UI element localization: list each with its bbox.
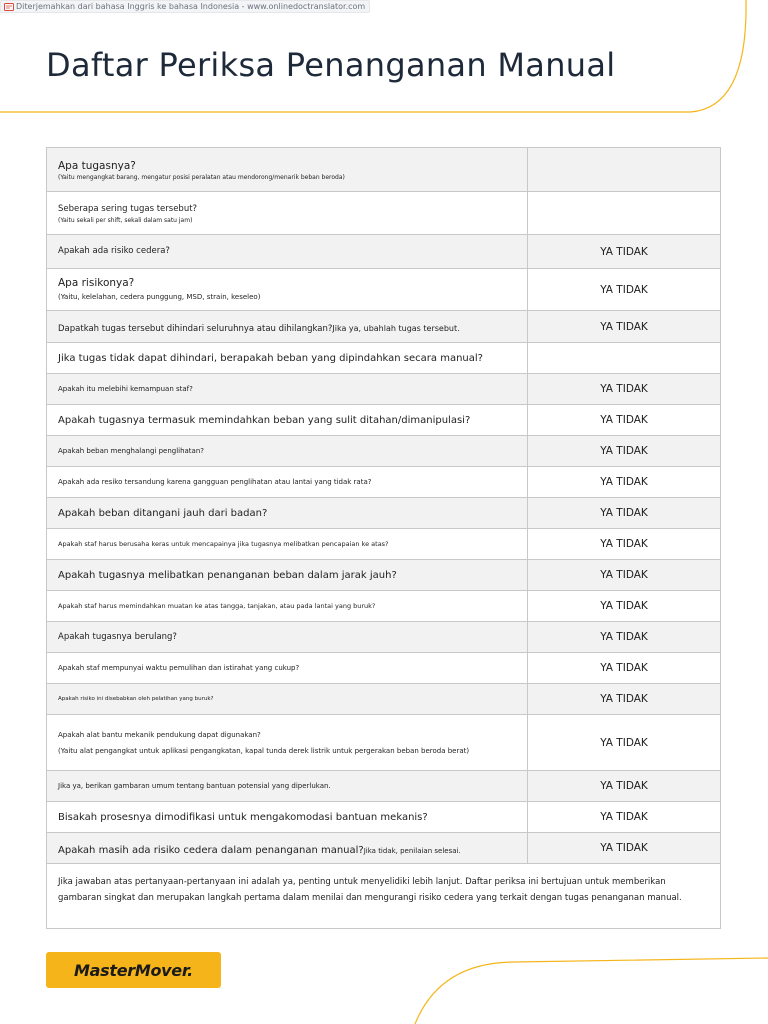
answer-cell[interactable]: YA TIDAK	[528, 653, 721, 684]
question-cell	[47, 311, 528, 343]
question-cell	[47, 436, 528, 467]
question-note: (Yaitu mengangkat barang, mengatur posisi peralatan atau mendorong/menarik beban beroda)	[58, 173, 345, 181]
question-cell	[47, 405, 528, 436]
answer-cell[interactable]: YA TIDAK	[528, 311, 721, 343]
table-row	[47, 591, 721, 622]
question-text: Apakah staf harus berusaha keras untuk mencapainya jika tugasnya melibatkan pencapaian ke atas?	[58, 540, 389, 548]
answer-cell[interactable]: YA TIDAK	[528, 235, 721, 269]
table-row	[47, 374, 721, 405]
table-row	[47, 343, 721, 374]
question-cell	[47, 343, 528, 374]
footer-row	[47, 864, 721, 929]
answer-cell[interactable]: YA TIDAK	[528, 622, 721, 653]
table-row	[47, 653, 721, 684]
table-row	[47, 802, 721, 833]
question-cell	[47, 684, 528, 715]
answer-cell[interactable]: YA TIDAK	[528, 405, 721, 436]
question-text: Jika tugas tidak dapat dihindari, berapakah beban yang dipindahkan secara manual?	[58, 352, 483, 364]
question-cell	[47, 235, 528, 269]
answer-cell[interactable]: YA TIDAK	[528, 802, 721, 833]
question-text: Apakah masih ada risiko cedera dalam penanganan manual?	[58, 845, 364, 856]
answer-cell[interactable]: YA TIDAK	[528, 684, 721, 715]
table-row	[47, 771, 721, 802]
answer-cell[interactable]: YA TIDAK	[528, 771, 721, 802]
table-row	[47, 467, 721, 498]
question-cell	[47, 802, 528, 833]
question-cell	[47, 148, 528, 192]
question-text: Apakah ada risiko cedera?	[58, 246, 170, 256]
question-cell	[47, 591, 528, 622]
question-cell	[47, 529, 528, 560]
table-row	[47, 684, 721, 715]
question-text: Apakah tugasnya melibatkan penanganan beban dalam jarak jauh?	[58, 569, 397, 581]
answer-cell[interactable]: YA TIDAK	[528, 591, 721, 622]
question-text: Apakah beban menghalangi penglihatan?	[58, 447, 204, 455]
footer-note: Jika jawaban atas pertanyaan-pertanyaan ini adalah ya, penting untuk menyelidiki lebih lanjut. Daftar periksa ini bertujuan untuk memberikan gambaran singkat dan merupakan langkah pertama dalam menilai dan mengurangi risiko cedera yang terkait dengan tugas penanganan manual.	[47, 864, 721, 929]
page-title: Daftar Periksa Penanganan Manual	[46, 46, 616, 84]
answer-cell[interactable]: YA TIDAK	[528, 467, 721, 498]
answer-cell[interactable]: YA TIDAK	[528, 833, 721, 864]
question-note: (Yaitu sekali per shift, sekali dalam satu jam)	[58, 217, 193, 224]
table-row	[47, 192, 721, 235]
question-cell	[47, 374, 528, 405]
answer-cell[interactable]: YA TIDAK	[528, 498, 721, 529]
question-cell	[47, 622, 528, 653]
table-row	[47, 148, 721, 192]
question-cell	[47, 771, 528, 802]
table-row	[47, 833, 721, 864]
table-row	[47, 560, 721, 591]
question-text: Apakah staf harus memindahkan muatan ke atas tangga, tanjakan, atau pada lantai yang buruk?	[58, 602, 376, 610]
question-text: Dapatkah tugas tersebut dihindari seluruhnya atau dihilangkan?	[58, 324, 333, 334]
checklist-table	[46, 147, 721, 929]
question-cell	[47, 560, 528, 591]
table-row	[47, 436, 721, 467]
answer-cell[interactable]: YA TIDAK	[528, 269, 721, 311]
logo-text: MasterMover.	[74, 960, 193, 980]
question-text: Jika ya, berikan gambaran umum tentang bantuan potensial yang diperlukan.	[58, 782, 331, 790]
table-row	[47, 529, 721, 560]
table-row	[47, 715, 721, 771]
answer-cell[interactable]: YA TIDAK	[528, 715, 721, 771]
question-text: Apakah staf mempunyai waktu pemulihan dan istirahat yang cukup?	[58, 664, 300, 672]
question-text: Apakah beban ditangani jauh dari badan?	[58, 507, 268, 519]
mastermover-logo	[46, 952, 221, 988]
translate-document-icon	[4, 3, 14, 11]
table-row	[47, 311, 721, 343]
question-text: Apakah risiko ini disebabkan oleh pelatihan yang buruk?	[58, 696, 214, 702]
question-note: (Yaitu alat pengangkat untuk aplikasi pengangkatan, kapal tunda derek listrik untuk pergerakan beban beroda berat)	[58, 746, 470, 755]
table-row	[47, 269, 721, 311]
table-row	[47, 498, 721, 529]
question-cell	[47, 498, 528, 529]
table-row	[47, 622, 721, 653]
question-text: Seberapa sering tugas tersebut?	[58, 204, 198, 214]
question-text: Apakah tugasnya berulang?	[58, 631, 177, 642]
answer-cell[interactable]: YA TIDAK	[528, 560, 721, 591]
answer-cell[interactable]	[528, 148, 721, 192]
question-text: Apakah tugasnya termasuk memindahkan beban yang sulit ditahan/dimanipulasi?	[58, 414, 471, 426]
question-cell	[47, 192, 528, 235]
question-note: Jika tidak, penilaian selesai.	[363, 847, 461, 855]
answer-cell[interactable]	[528, 192, 721, 235]
question-cell	[47, 833, 528, 864]
table-row	[47, 235, 721, 269]
banner-text: Diterjemahkan dari bahasa Inggris ke bahasa Indonesia - www.onlinedoctranslator.com	[16, 2, 366, 11]
question-note: (Yaitu, kelelahan, cedera punggung, MSD, strain, keseleo)	[58, 293, 261, 301]
question-text: Apakah ada resiko tersandung karena gangguan penglihatan atau lantai yang tidak rata?	[58, 478, 372, 486]
question-note: Jika ya, ubahlah tugas tersebut.	[332, 324, 460, 333]
answer-cell[interactable]	[528, 343, 721, 374]
table-row	[47, 405, 721, 436]
question-text: Apakah itu melebihi kemampuan staf?	[58, 385, 193, 393]
question-text: Bisakah prosesnya dimodifikasi untuk mengakomodasi bantuan mekanis?	[58, 811, 428, 823]
question-cell	[47, 715, 528, 771]
question-text: Apakah alat bantu mekanik pendukung dapat digunakan?	[58, 730, 261, 739]
answer-cell[interactable]: YA TIDAK	[528, 529, 721, 560]
question-cell	[47, 653, 528, 684]
question-text: Apa risikonya?	[58, 277, 135, 289]
translation-banner[interactable]	[0, 0, 370, 13]
answer-cell[interactable]: YA TIDAK	[528, 374, 721, 405]
answer-cell[interactable]: YA TIDAK	[528, 436, 721, 467]
question-text: Apa tugasnya?	[58, 159, 136, 172]
question-cell	[47, 467, 528, 498]
question-cell	[47, 269, 528, 311]
